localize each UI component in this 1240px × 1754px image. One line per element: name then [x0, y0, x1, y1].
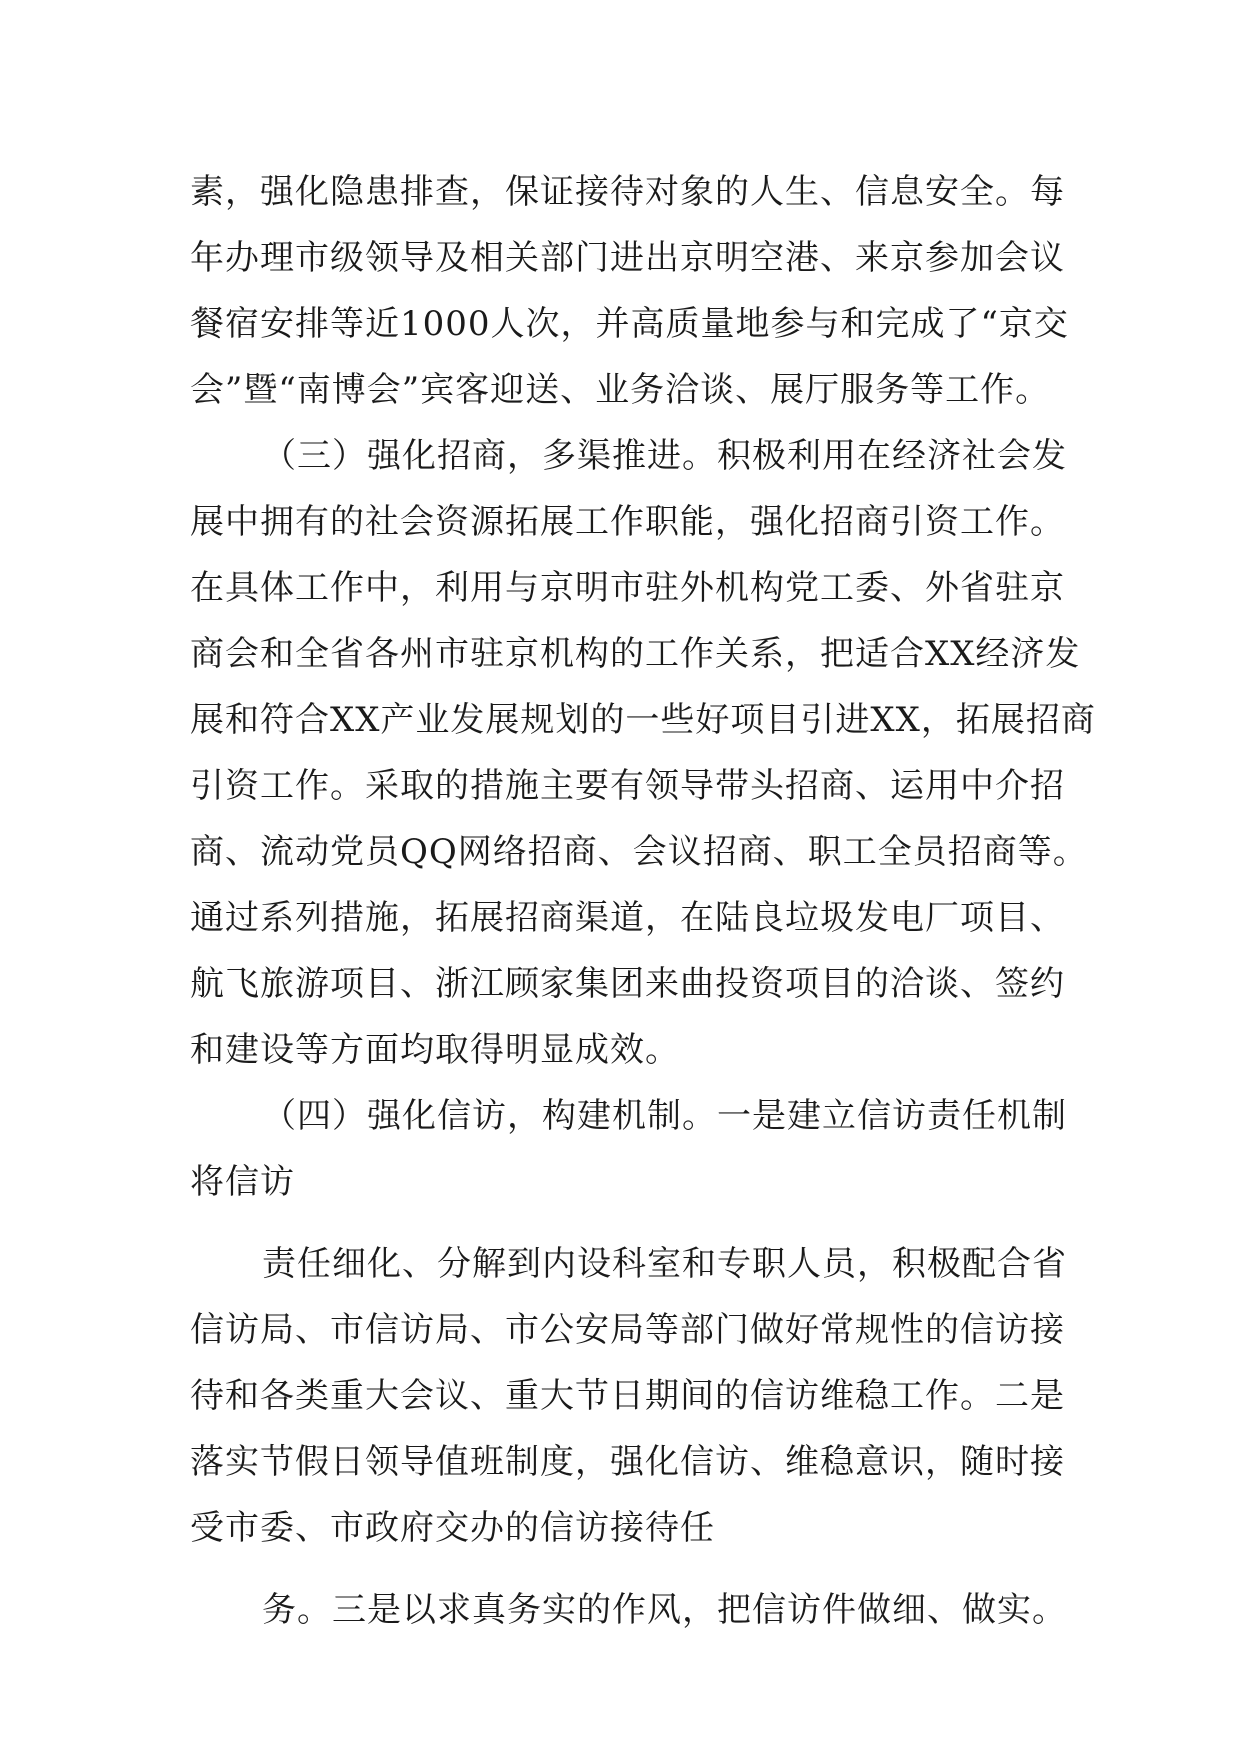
- text-line: 待和各类重大会议、重大节日期间的信访维稳工作。二是: [190, 1376, 1065, 1416]
- text-line: 落实节假日领导值班制度，强化信访、维稳意识，随时接: [190, 1442, 1065, 1482]
- text-line: 通过系列措施，拓展招商渠道，在陆良垃圾发电厂项目、: [190, 898, 1065, 938]
- text-line: 责任细化、分解到内设科室和专职人员，积极配合省: [262, 1244, 1067, 1284]
- text-line: 会”暨“南博会”宾客迎送、业务洽谈、展厅服务等工作。: [190, 370, 1051, 410]
- text-line: 商会和全省各州市驻京机构的工作关系，把适合XX经济发: [190, 634, 1081, 674]
- paragraph-heading-four: （四）强化信访，构建机制。一是建立信访责任机制: [262, 1096, 1067, 1136]
- text-line: 信访局、市信访局、市公安局等部门做好常规性的信访接: [190, 1310, 1065, 1350]
- text-line: 将信访: [190, 1162, 295, 1202]
- text-line: 年办理市级领导及相关部门进出京明空港、来京参加会议: [190, 238, 1065, 278]
- paragraph-heading-three: （三）强化招商，多渠推进。积极利用在经济社会发: [262, 436, 1067, 476]
- text-line: 商、流动党员QQ网络招商、会议招商、职工全员招商等。: [190, 832, 1088, 872]
- text-line: 务。三是以求真务实的作风，把信访件做细、做实。: [262, 1590, 1067, 1630]
- text-line: 餐宿安排等近1000人次，并高质量地参与和完成了“京交: [190, 304, 1069, 344]
- text-line: 引资工作。采取的措施主要有领导带头招商、运用中介招: [190, 766, 1065, 806]
- text-line: 素，强化隐患排查，保证接待对象的人生、信息安全。每: [190, 172, 1065, 212]
- text-line: 航飞旅游项目、浙江顾家集团来曲投资项目的洽谈、签约: [190, 964, 1065, 1004]
- text-line: 在具体工作中，利用与京明市驻外机构党工委、外省驻京: [190, 568, 1065, 608]
- text-line: 受市委、市政府交办的信访接待任: [190, 1508, 715, 1548]
- text-line: 展和符合XX产业发展规划的一些好项目引进XX，拓展招商: [190, 700, 1096, 740]
- text-line: 展中拥有的社会资源拓展工作职能，强化招商引资工作。: [190, 502, 1065, 542]
- text-line: 和建设等方面均取得明显成效。: [190, 1030, 680, 1070]
